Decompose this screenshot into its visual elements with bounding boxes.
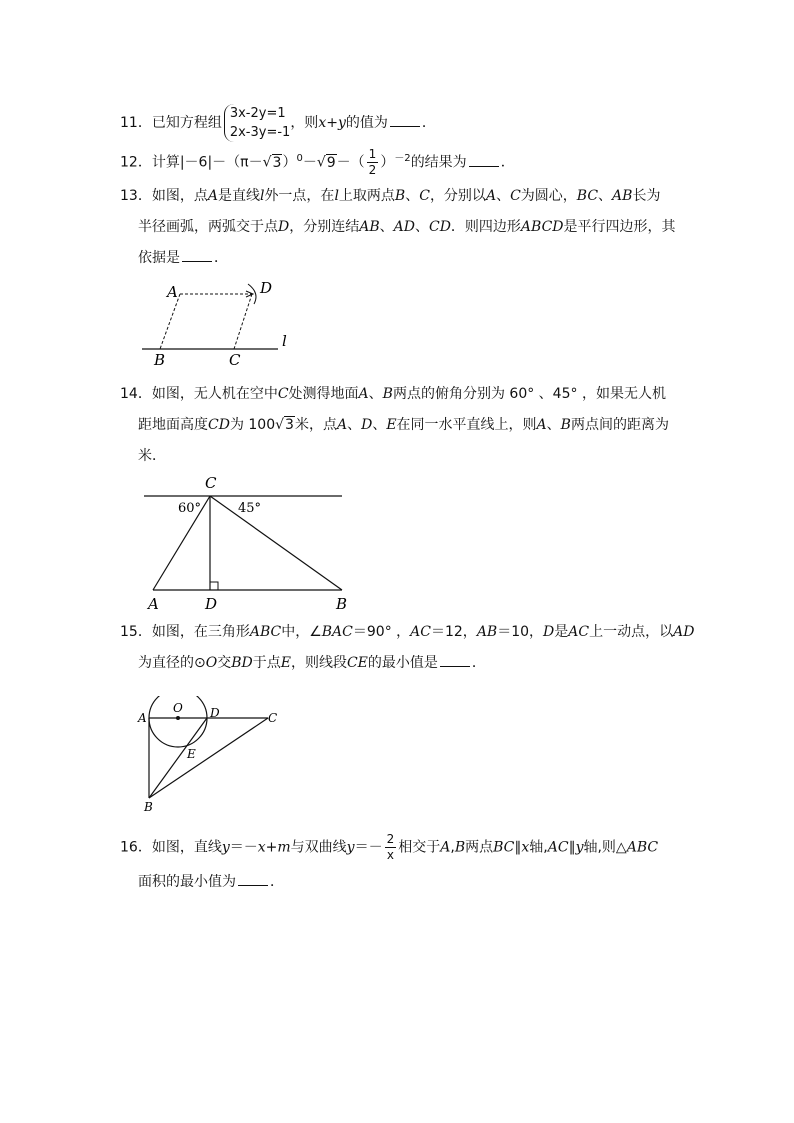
answer-blank bbox=[469, 153, 499, 167]
answer-blank bbox=[440, 653, 470, 667]
segment-BD bbox=[149, 718, 207, 798]
label-D: D bbox=[260, 279, 273, 297]
segment-BC bbox=[149, 718, 268, 798]
answer-blank bbox=[238, 872, 268, 886]
fraction: $\frac{1}{2}$ bbox=[368, 147, 377, 178]
answer-blank bbox=[182, 248, 212, 262]
label-B: B bbox=[336, 595, 348, 612]
question-15-line-1: 15．如图，在三角形ABC中，∠BAC＝90° ，AC＝12，AB＝10，D是AC上一动点，以AD bbox=[120, 624, 695, 640]
figure-parallelogram bbox=[136, 278, 306, 368]
question-13-line-3: 依据是 ． bbox=[138, 250, 228, 266]
question-number: 15． bbox=[120, 624, 152, 640]
label-l: l bbox=[282, 332, 287, 350]
label-E: E bbox=[187, 747, 196, 761]
label-C: C bbox=[205, 474, 217, 492]
question-number: 14． bbox=[120, 386, 152, 402]
fraction: $\frac{2}{x}$ bbox=[386, 832, 395, 862]
equation-system: 3x-2y=1 2x-3y=-1 bbox=[224, 104, 290, 142]
figure-drone bbox=[138, 472, 353, 612]
center-point bbox=[176, 716, 180, 720]
question-15-line-2: 为直径的⊙O交BD于点E，则线段CE的最小值是 ． bbox=[138, 655, 486, 671]
question-14-line-2: 距地面高度CD为 100√3米，点A、D、E在同一水平直线上，则A、B两点间的距离为 bbox=[138, 417, 669, 433]
segment-AB bbox=[160, 294, 180, 349]
question-11: 11．已知方程组 3x-2y=1 2x-3y=-1 ，则x+y的值为 ． bbox=[120, 106, 436, 140]
question-16-line-1: 16．如图，直线y＝－x+m与双曲线y＝－ $\frac{2}{x}$ 相交于A,B两点BC∥x轴,AC∥y轴,则△ABC bbox=[120, 832, 659, 862]
angle-60: 60° bbox=[178, 501, 202, 516]
label-D: D bbox=[210, 706, 220, 720]
right-angle-mark bbox=[210, 582, 218, 590]
question-14-line-3: 米． bbox=[138, 448, 166, 464]
label-B: B bbox=[154, 351, 166, 368]
label-A: A bbox=[167, 283, 178, 301]
answer-blank bbox=[390, 113, 420, 127]
question-number: 16． bbox=[120, 839, 152, 856]
segment-DC bbox=[234, 294, 252, 349]
label-C: C bbox=[229, 351, 241, 368]
label-O: O bbox=[173, 701, 183, 715]
question-13-line-1: 13．如图，点A是直线l外一点，在l上取两点B、C，分别以A、C为圆心，BC、AB长为 bbox=[120, 188, 661, 204]
angle-45: 45° bbox=[238, 501, 262, 516]
label-D: D bbox=[205, 595, 218, 612]
figure-triangle-circle bbox=[135, 696, 285, 816]
label-B: B bbox=[144, 800, 153, 814]
question-13-line-2: 半径画弧，两弧交于点D，分别连结AB、AD、CD．则四边形ABCD是平行四边形，其 bbox=[138, 219, 676, 235]
question-number: 12． bbox=[120, 154, 152, 171]
label-C: C bbox=[268, 711, 278, 725]
label-A: A bbox=[138, 711, 147, 725]
question-number: 11． bbox=[120, 115, 152, 131]
question-number: 13． bbox=[120, 188, 152, 204]
segment-CB bbox=[210, 496, 342, 590]
question-12: 12．计算$|-6|-(\pi-√3)^0-√9-$（ $\frac{1}{2}$ ）$^{-2}$的结果为 ． bbox=[120, 147, 515, 178]
label-A: A bbox=[148, 595, 159, 612]
question-16-line-2: 面积的最小值为 ． bbox=[138, 874, 284, 890]
question-14-line-1: 14．如图，无人机在空中C处测得地面A、B两点的俯角分别为 60° 、45° ，如果无人机 bbox=[120, 386, 666, 402]
